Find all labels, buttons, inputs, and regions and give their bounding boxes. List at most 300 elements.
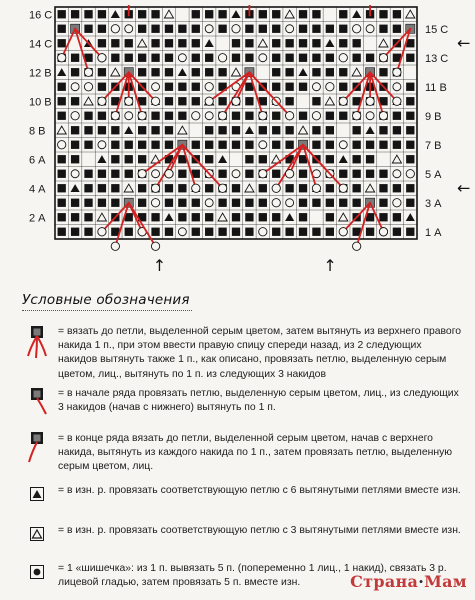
stitch-square <box>84 141 92 149</box>
pulled-loop-circle <box>192 184 200 192</box>
pulled-loop-circle <box>272 184 280 192</box>
stitch-square <box>339 68 347 76</box>
open-triangle-icon <box>22 524 52 546</box>
stitch-square <box>84 184 92 192</box>
stitch-square <box>165 39 173 47</box>
stitch-square <box>151 10 159 18</box>
stitch-square <box>245 54 253 62</box>
stitch-square <box>71 199 79 207</box>
pulled-loop-circle <box>98 228 106 236</box>
stitch-square <box>98 184 106 192</box>
stitch-square <box>339 170 347 178</box>
stitch-square <box>178 97 186 105</box>
stitch-square <box>272 228 280 236</box>
stitch-square <box>165 112 173 120</box>
stitch-square <box>151 126 159 134</box>
stitch-square <box>259 155 267 163</box>
legend-text-4: = в изн. р. провязать соответствующую петлю с 6 вытянутыми петлями вместе изн. <box>58 485 461 496</box>
pulled-loop-circle <box>393 97 401 105</box>
stitch-square <box>312 54 320 62</box>
stitch-square <box>138 54 146 62</box>
stitch-square <box>205 10 213 18</box>
legend-title: Условные обозначения <box>22 292 190 308</box>
stitch-square <box>218 10 226 18</box>
stitch-square <box>285 228 293 236</box>
stitch-square <box>245 97 253 105</box>
pulled-loop-circle <box>165 170 173 178</box>
row-label: 15 С <box>425 23 449 36</box>
stitch-square <box>379 199 387 207</box>
stitch-square <box>393 141 401 149</box>
stitch-square <box>98 10 106 18</box>
stitch-square <box>272 83 280 91</box>
stitch-square <box>339 39 347 47</box>
stitch-square <box>232 141 240 149</box>
row-arrow-icon: ← <box>457 33 471 53</box>
stitch-loop-circle <box>272 199 280 207</box>
stitch-square <box>58 10 66 18</box>
stitch-square <box>192 213 200 221</box>
stitch-square <box>58 155 66 163</box>
stitch-square <box>58 39 66 47</box>
stitch-square <box>71 10 79 18</box>
stitch-square <box>232 184 240 192</box>
stitch-square <box>218 141 226 149</box>
stitch-square <box>151 213 159 221</box>
stitch-loop-circle <box>58 141 66 149</box>
stitch-loop-circle <box>393 199 401 207</box>
stitch-square <box>366 228 374 236</box>
stitch-square <box>58 97 66 105</box>
stitch-square <box>299 54 307 62</box>
stitch-square <box>232 126 240 134</box>
stitch-square <box>406 184 414 192</box>
stitch-square <box>218 199 226 207</box>
stitch-square <box>406 199 414 207</box>
row-label: 4 А <box>29 183 46 196</box>
stitch-square <box>138 184 146 192</box>
stitch-square <box>111 141 119 149</box>
pulled-loop-circle <box>285 112 293 120</box>
row-arrow-icon: ← <box>457 178 471 198</box>
pulled-loop-circle <box>339 184 347 192</box>
stitch-square <box>353 39 361 47</box>
pulled-loop-circle <box>379 54 387 62</box>
stitch-square <box>299 39 307 47</box>
stitch-square <box>218 170 226 178</box>
stitch-loop-circle <box>326 83 334 91</box>
stitch-square <box>272 68 280 76</box>
pulled-loop-circle <box>259 170 267 178</box>
pulled-loop-circle <box>218 184 226 192</box>
bobble-dot-icon <box>22 562 52 584</box>
stitch-square <box>393 213 401 221</box>
stitch-square <box>245 155 253 163</box>
stitch-square <box>165 97 173 105</box>
stitch-square <box>192 199 200 207</box>
stitch-square <box>111 54 119 62</box>
stitch-square <box>165 228 173 236</box>
pulled-loop-circle <box>366 97 374 105</box>
stitch-square <box>312 10 320 18</box>
stitch-square <box>178 112 186 120</box>
stitch-loop-circle <box>84 83 92 91</box>
stitch-square <box>339 83 347 91</box>
stitch-square <box>111 155 119 163</box>
stitch-square <box>245 25 253 33</box>
stitch-square <box>84 126 92 134</box>
stitch-square <box>299 10 307 18</box>
stitch-square <box>406 97 414 105</box>
stitch-square <box>98 25 106 33</box>
stitch-square <box>98 83 106 91</box>
stitch-square <box>58 112 66 120</box>
stitch-square <box>379 213 387 221</box>
stitch-square <box>245 170 253 178</box>
pulled-loop-circle <box>353 242 361 250</box>
stitch-square <box>192 83 200 91</box>
row-label: 10 В <box>29 96 52 109</box>
stitch-square <box>138 141 146 149</box>
stitch-square <box>406 112 414 120</box>
pulled-loop-circle <box>379 112 387 120</box>
stitch-square <box>272 213 280 221</box>
stitch-square <box>285 68 293 76</box>
stitch-square <box>285 97 293 105</box>
gray-square-three-loops-icon <box>22 322 52 364</box>
stitch-loop-circle <box>259 228 267 236</box>
row-label: 5 А <box>425 168 442 181</box>
stitch-square <box>165 83 173 91</box>
stitch-loop-circle <box>205 83 213 91</box>
stitch-square <box>138 25 146 33</box>
stitch-square <box>71 54 79 62</box>
stitch-square <box>353 199 361 207</box>
stitch-square <box>178 184 186 192</box>
stitch-square <box>406 54 414 62</box>
stitch-square <box>165 68 173 76</box>
stitch-square <box>245 112 253 120</box>
stitch-square <box>98 126 106 134</box>
pulled-loop-circle <box>205 97 213 105</box>
stitch-square <box>178 39 186 47</box>
row-label: 7 В <box>425 139 442 152</box>
stitch-square <box>353 126 361 134</box>
stitch-square <box>406 83 414 91</box>
watermark-part1: Страна <box>350 572 419 591</box>
stitch-square <box>232 112 240 120</box>
pulled-loop-circle <box>151 97 159 105</box>
pulled-loop-circle <box>312 184 320 192</box>
stitch-square <box>406 141 414 149</box>
stitch-square <box>58 228 66 236</box>
pulled-loop-circle <box>151 184 159 192</box>
stitch-square <box>326 112 334 120</box>
stitch-square <box>393 184 401 192</box>
stitch-square <box>84 10 92 18</box>
stitch-square <box>151 39 159 47</box>
legend-text-5: = в изн. р. провязать соответствующую петлю с 3 вытянутыми петлями вместе изн. <box>58 525 461 536</box>
stitch-square <box>205 68 213 76</box>
stitch-square <box>205 126 213 134</box>
stitch-square <box>125 54 133 62</box>
row-label: 6 А <box>29 154 46 167</box>
site-watermark <box>350 572 467 591</box>
stitch-square <box>111 39 119 47</box>
pulled-loop-circle <box>353 112 361 120</box>
row-label: 16 С <box>29 9 53 22</box>
stitch-square <box>151 112 159 120</box>
stitch-loop-circle <box>192 112 200 120</box>
pulled-loop-circle <box>138 170 146 178</box>
row-label: 3 А <box>425 197 442 210</box>
stitch-square <box>272 112 280 120</box>
stitch-square <box>299 83 307 91</box>
stitch-square <box>312 39 320 47</box>
stitch-square <box>259 25 267 33</box>
stitch-square <box>285 83 293 91</box>
row-label: 13 С <box>425 52 449 65</box>
stitch-square <box>178 25 186 33</box>
stitch-square <box>299 170 307 178</box>
row-label: 12 В <box>29 67 52 80</box>
stitch-square <box>205 141 213 149</box>
stitch-square <box>393 112 401 120</box>
stitch-loop-circle <box>111 25 119 33</box>
knitting-chart <box>0 0 475 280</box>
stitch-square <box>165 141 173 149</box>
stitch-square <box>138 126 146 134</box>
stitch-square <box>151 141 159 149</box>
watermark-dot: · <box>418 572 425 591</box>
stitch-square <box>245 199 253 207</box>
stitch-square <box>353 170 361 178</box>
legend-text-1: = вязать до петли, выделенной серым цветом, затем вытянуть из верхнего правого накида 1 п., при этом ввести правую спицу спереди назад, из 2 следующих накидов вытянуть также 1 п., как описано, провязать петлю, выделенную серым цветом, лиц., вытянуть по 1 п. из следующих 3 накидов <box>58 326 462 380</box>
legend-text-6: = 1 «шишечка»: из 1 п. вывязать 5 п. (попеременно 1 лиц., 1 накид), связать 3 р. лицевой гладью, затем провязать 5 п. вместе изн. <box>58 563 447 589</box>
stitch-square <box>218 126 226 134</box>
stitch-square <box>111 184 119 192</box>
pulled-loop-circle <box>84 68 92 76</box>
gray-square-right-loop-icon <box>22 384 52 418</box>
stitch-square <box>58 170 66 178</box>
stitch-square <box>58 83 66 91</box>
stitch-square <box>259 10 267 18</box>
pulled-loop-circle <box>98 97 106 105</box>
stitch-square <box>205 155 213 163</box>
stitch-square <box>353 54 361 62</box>
stitch-square <box>312 228 320 236</box>
stitch-square <box>125 228 133 236</box>
stitch-loop-circle <box>218 54 226 62</box>
stitch-square <box>71 68 79 76</box>
stitch-square <box>299 228 307 236</box>
stitch-square <box>218 228 226 236</box>
stitch-square <box>285 54 293 62</box>
stitch-square <box>111 170 119 178</box>
stitch-square <box>326 126 334 134</box>
stitch-square <box>272 54 280 62</box>
stitch-square <box>165 54 173 62</box>
pulled-loop-circle <box>379 228 387 236</box>
stitch-square <box>218 97 226 105</box>
legend-text-2: = в начале ряда провязать петлю, выделенную серым цветом, лиц., из следующих 3 накидов (начав с нижнего) вытянуть по 1 п. <box>58 388 459 414</box>
stitch-square <box>151 68 159 76</box>
stitch-square <box>353 184 361 192</box>
stitch-square <box>393 25 401 33</box>
stitch-square <box>84 213 92 221</box>
stitch-square <box>379 141 387 149</box>
stitch-square <box>232 54 240 62</box>
repeat-arrow-icon: ↑ <box>152 256 167 275</box>
stitch-loop-circle <box>151 199 159 207</box>
stitch-square <box>205 213 213 221</box>
stitch-square <box>178 170 186 178</box>
pulled-loop-circle <box>98 54 106 62</box>
watermark-part2: Мам <box>424 572 467 591</box>
stitch-square <box>379 25 387 33</box>
stitch-square <box>218 25 226 33</box>
stitch-square <box>326 54 334 62</box>
stitch-square <box>71 126 79 134</box>
stitch-square <box>312 199 320 207</box>
stitch-square <box>205 228 213 236</box>
stitch-square <box>326 155 334 163</box>
stitch-square <box>71 97 79 105</box>
stitch-square <box>272 141 280 149</box>
row-label: 9 В <box>425 110 442 123</box>
repeat-arrow-icon: ↑ <box>323 256 337 275</box>
stitch-square <box>339 112 347 120</box>
stitch-square <box>138 68 146 76</box>
stitch-square <box>192 10 200 18</box>
stitch-square <box>326 228 334 236</box>
stitch-square <box>245 228 253 236</box>
pulled-loop-circle <box>259 112 267 120</box>
stitch-square <box>312 97 320 105</box>
stitch-square <box>84 112 92 120</box>
stitch-square <box>71 155 79 163</box>
stitch-square <box>379 10 387 18</box>
stitch-square <box>165 184 173 192</box>
stitch-square <box>165 199 173 207</box>
stitch-square <box>393 228 401 236</box>
stitch-square <box>272 39 280 47</box>
pulled-loop-circle <box>138 112 146 120</box>
pulled-loop-circle <box>58 54 66 62</box>
stitch-square <box>312 126 320 134</box>
stitch-square <box>366 141 374 149</box>
pulled-loop-circle <box>111 242 119 250</box>
stitch-square <box>58 25 66 33</box>
stitch-square <box>138 10 146 18</box>
stitch-square <box>285 126 293 134</box>
stitch-square <box>178 199 186 207</box>
stitch-loop-circle <box>71 112 79 120</box>
stitch-square <box>379 184 387 192</box>
stitch-square <box>125 155 133 163</box>
stitch-square <box>366 155 374 163</box>
legend-text-3: = в конце ряда вязать до петли, выделенной серым цветом, начав с верхнего накида, вытянуть из каждого накида по 1 п., затем провязать петлю, выделенную серым цветом, лиц. <box>58 433 453 473</box>
stitch-square <box>192 39 200 47</box>
stitch-square <box>285 39 293 47</box>
stitch-square <box>151 25 159 33</box>
pulled-loop-circle <box>393 68 401 76</box>
stitch-square <box>366 170 374 178</box>
stitch-square <box>71 228 79 236</box>
stitch-square <box>406 228 414 236</box>
pulled-loop-circle <box>285 170 293 178</box>
stitch-square <box>299 199 307 207</box>
stitch-square <box>71 141 79 149</box>
stitch-square <box>232 39 240 47</box>
row-label: 1 А <box>425 226 442 239</box>
stitch-square <box>259 213 267 221</box>
stitch-square <box>312 68 320 76</box>
stitch-square <box>192 68 200 76</box>
stitch-square <box>98 199 106 207</box>
stitch-square <box>285 141 293 149</box>
stitch-square <box>84 199 92 207</box>
pulled-loop-circle <box>339 97 347 105</box>
pulled-loop-circle <box>218 112 226 120</box>
stitch-loop-circle <box>312 112 320 120</box>
stitch-square <box>272 25 280 33</box>
stitch-square <box>58 199 66 207</box>
stitch-square <box>312 141 320 149</box>
stitch-square <box>272 126 280 134</box>
stitch-square <box>165 25 173 33</box>
pulled-loop-circle <box>111 112 119 120</box>
stitch-loop-circle <box>339 54 347 62</box>
stitch-square <box>205 184 213 192</box>
stitch-square <box>245 213 253 221</box>
gray-square-left-loop-icon <box>22 430 52 470</box>
stitch-square <box>98 68 106 76</box>
stitch-square <box>326 141 334 149</box>
stitch-square <box>393 10 401 18</box>
stitch-loop-circle <box>353 25 361 33</box>
stitch-square <box>232 213 240 221</box>
stitch-square <box>138 155 146 163</box>
stitch-square <box>326 199 334 207</box>
row-label: 2 А <box>29 212 46 225</box>
stitch-square <box>125 170 133 178</box>
stitch-square <box>406 126 414 134</box>
stitch-square <box>178 213 186 221</box>
stitch-square <box>71 213 79 221</box>
stitch-square <box>192 228 200 236</box>
stitch-square <box>192 54 200 62</box>
stitch-square <box>151 54 159 62</box>
stitch-square <box>326 25 334 33</box>
stitch-square <box>339 10 347 18</box>
stitch-square <box>98 170 106 178</box>
row-label: 11 В <box>425 81 447 94</box>
filled-triangle-icon <box>22 484 52 506</box>
stitch-square <box>84 170 92 178</box>
stitch-square <box>98 112 106 120</box>
stitch-square <box>98 39 106 47</box>
stitch-square <box>58 184 66 192</box>
stitch-square <box>393 126 401 134</box>
row-label: 8 В <box>29 125 46 138</box>
stitch-square <box>125 141 133 149</box>
stitch-square <box>379 126 387 134</box>
stitch-square <box>272 170 280 178</box>
pulled-loop-circle <box>125 97 133 105</box>
stitch-square <box>165 126 173 134</box>
stitch-square <box>205 54 213 62</box>
